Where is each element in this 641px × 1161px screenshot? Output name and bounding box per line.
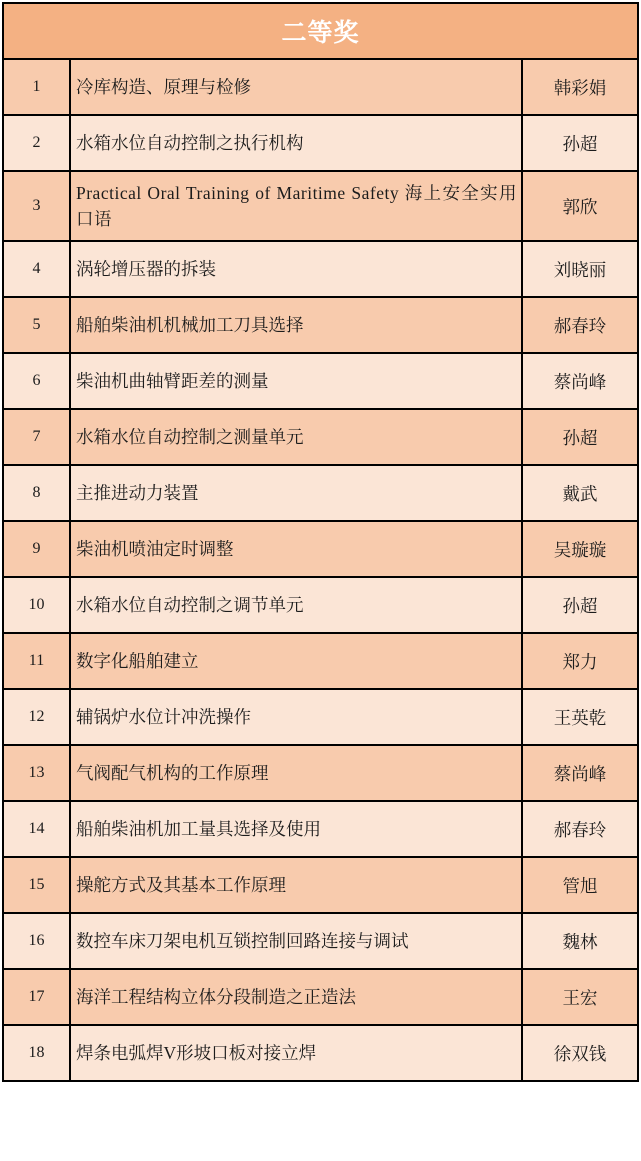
row-number: 15 [3, 857, 70, 913]
winner-name: 管旭 [522, 857, 638, 913]
row-number: 2 [3, 115, 70, 171]
table-row [3, 353, 638, 409]
row-number: 13 [3, 745, 70, 801]
table-row [3, 465, 638, 521]
row-number: 14 [3, 801, 70, 857]
entry-title: 数字化船舶建立 [70, 633, 522, 689]
winner-name: 孙超 [522, 577, 638, 633]
winner-name: 郝春玲 [522, 801, 638, 857]
winner-name: 孙超 [522, 409, 638, 465]
winner-name: 郭欣 [522, 171, 638, 241]
table-row [3, 745, 638, 801]
winner-name: 郑力 [522, 633, 638, 689]
entry-title: 涡轮增压器的拆装 [70, 241, 522, 297]
table-row [3, 59, 638, 115]
row-number: 4 [3, 241, 70, 297]
row-number: 18 [3, 1025, 70, 1081]
row-number: 5 [3, 297, 70, 353]
entry-title: 焊条电弧焊V形坡口板对接立焊 [70, 1025, 522, 1081]
page-title: 二等奖 [3, 3, 638, 59]
row-number: 6 [3, 353, 70, 409]
table-row [3, 297, 638, 353]
entry-title: 水箱水位自动控制之调节单元 [70, 577, 522, 633]
table-row [3, 1025, 638, 1081]
entry-title: Practical Oral Training of Maritime Safety 海上安全实用口语 [70, 171, 522, 241]
entry-title: 气阀配气机构的工作原理 [70, 745, 522, 801]
table-row [3, 115, 638, 171]
table-row [3, 801, 638, 857]
table-row [3, 633, 638, 689]
winner-name: 郝春玲 [522, 297, 638, 353]
row-number: 3 [3, 171, 70, 241]
winner-name: 韩彩娟 [522, 59, 638, 115]
row-number: 17 [3, 969, 70, 1025]
table-row [3, 689, 638, 745]
entry-title: 船舶柴油机加工量具选择及使用 [70, 801, 522, 857]
entry-title: 辅锅炉水位计冲洗操作 [70, 689, 522, 745]
table-row [3, 969, 638, 1025]
entry-title: 冷库构造、原理与检修 [70, 59, 522, 115]
table-row [3, 577, 638, 633]
row-number: 7 [3, 409, 70, 465]
table-row [3, 913, 638, 969]
table-row [3, 409, 638, 465]
entry-title: 船舶柴油机机械加工刀具选择 [70, 297, 522, 353]
row-number: 11 [3, 633, 70, 689]
entry-title: 水箱水位自动控制之测量单元 [70, 409, 522, 465]
entry-title: 主推进动力装置 [70, 465, 522, 521]
table-header-row [3, 3, 638, 59]
row-number: 9 [3, 521, 70, 577]
row-number: 10 [3, 577, 70, 633]
winner-name: 徐双钱 [522, 1025, 638, 1081]
winner-name: 蔡尚峰 [522, 745, 638, 801]
winner-name: 吴璇璇 [522, 521, 638, 577]
entry-title: 柴油机曲轴臂距差的测量 [70, 353, 522, 409]
winner-name: 孙超 [522, 115, 638, 171]
row-number: 1 [3, 59, 70, 115]
winner-name: 戴武 [522, 465, 638, 521]
entry-title: 柴油机喷油定时调整 [70, 521, 522, 577]
winner-name: 王宏 [522, 969, 638, 1025]
table-row [3, 857, 638, 913]
entry-title: 海洋工程结构立体分段制造之正造法 [70, 969, 522, 1025]
row-number: 12 [3, 689, 70, 745]
winner-name: 蔡尚峰 [522, 353, 638, 409]
row-number: 8 [3, 465, 70, 521]
entry-title: 水箱水位自动控制之执行机构 [70, 115, 522, 171]
winner-name: 王英乾 [522, 689, 638, 745]
entry-title: 数控车床刀架电机互锁控制回路连接与调试 [70, 913, 522, 969]
table-row [3, 521, 638, 577]
table-row [3, 241, 638, 297]
award-table [2, 2, 639, 1082]
winner-name: 魏林 [522, 913, 638, 969]
row-number: 16 [3, 913, 70, 969]
winner-name: 刘晓丽 [522, 241, 638, 297]
entry-title: 操舵方式及其基本工作原理 [70, 857, 522, 913]
table-row [3, 171, 638, 241]
